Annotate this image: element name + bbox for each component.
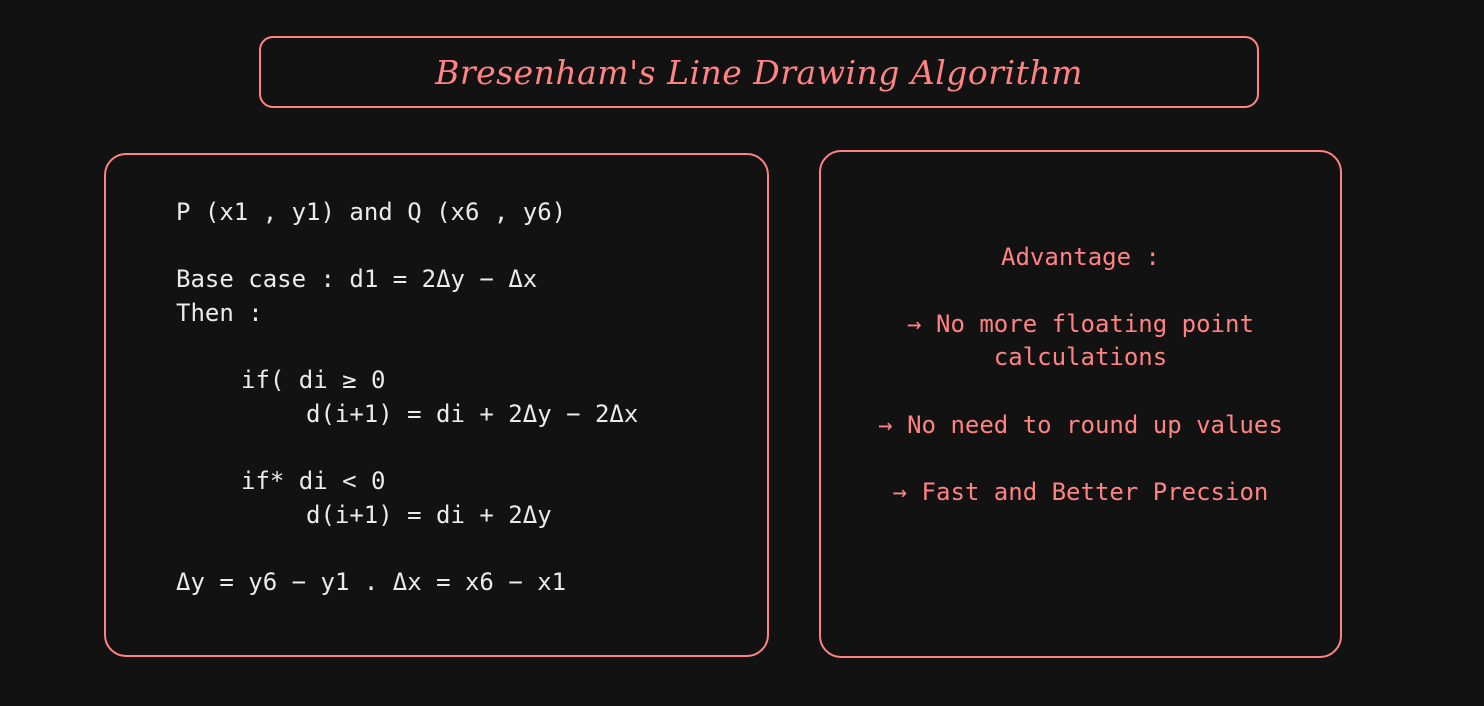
deltas-line: Δy = y6 − y1 . Δx = x6 − x1 [176,568,567,596]
advantages-box [819,150,1342,658]
advantage-item: → No more floating point [907,310,1254,338]
if-formula-line: d(i+1) = di + 2Δy − 2Δx [306,400,639,428]
algorithm-box [104,153,769,657]
points-line: P (x1 , y1) and Q (x6 , y6) [176,198,567,226]
advantage-item-continued: calculations [993,343,1168,371]
diagram-title: Bresenham's Line Drawing Algorithm [435,52,1083,92]
advantage-item: → No need to round up values [878,411,1283,439]
then-line: Then : [176,299,263,327]
base-case-line: Base case : d1 = 2Δy − Δx [176,265,538,293]
if-condition-line: if( di ≥ 0 [241,366,386,394]
title-box [259,36,1259,108]
else-condition-line: if* di < 0 [241,467,386,495]
else-formula-line: d(i+1) = di + 2Δy [306,501,552,529]
advantage-heading: Advantage : [1001,243,1160,271]
advantage-item: → Fast and Better Precsion [892,478,1269,506]
